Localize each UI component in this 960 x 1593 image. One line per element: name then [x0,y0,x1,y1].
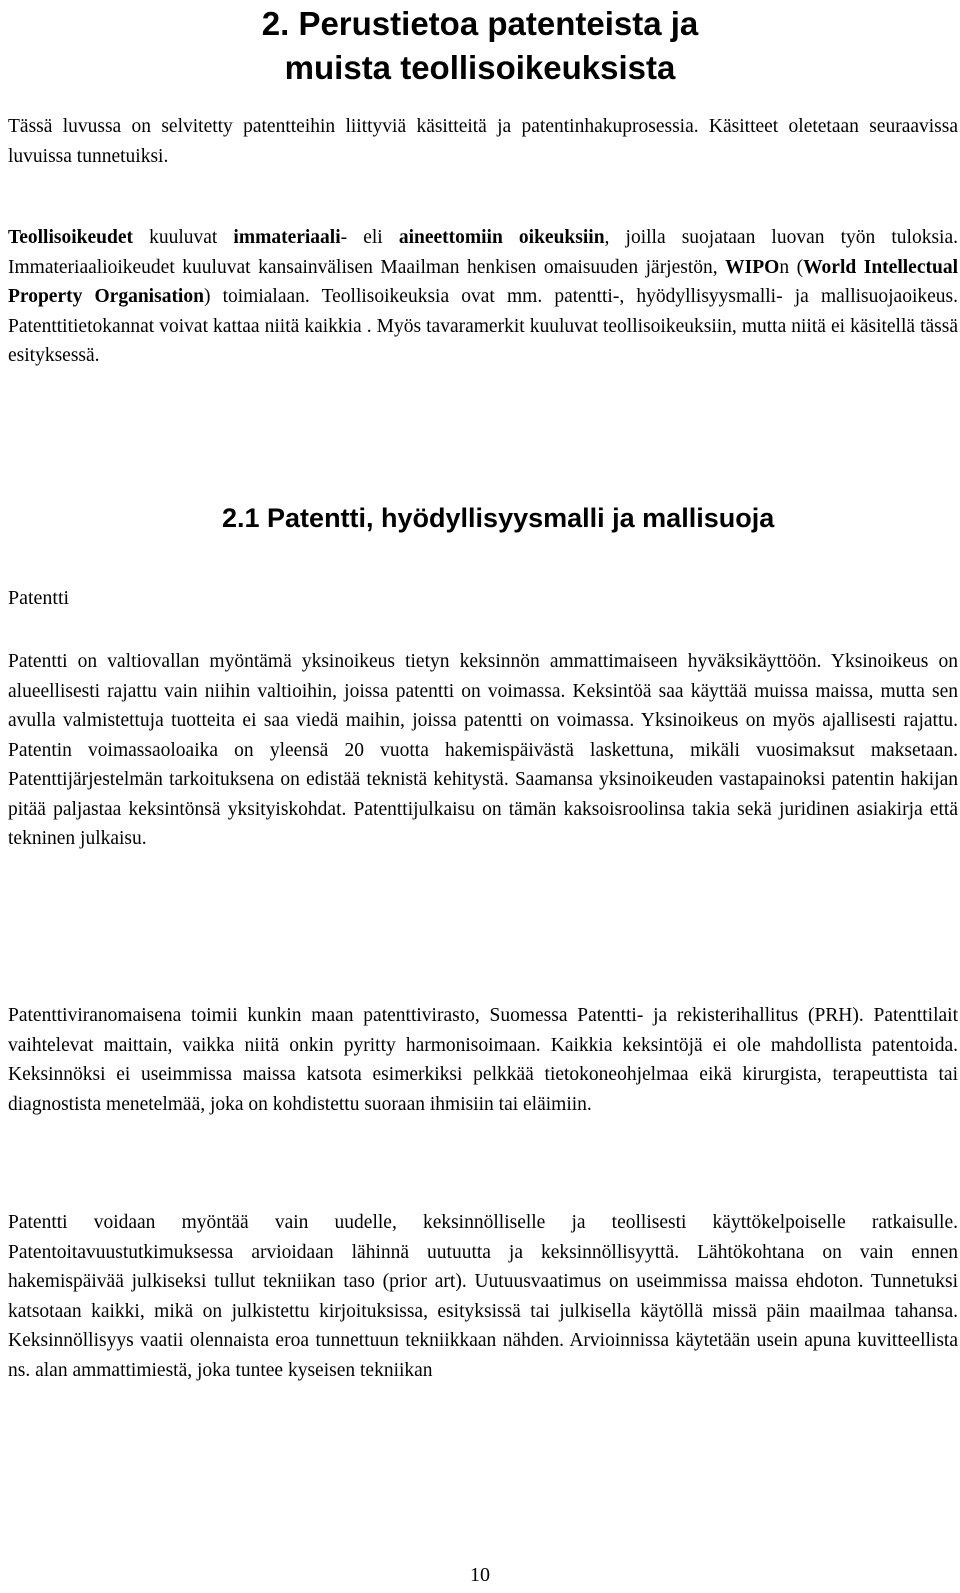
term-world-ip-organisation: World Intellectual Property Organisation [8,256,958,307]
term-wipo: WIPO [725,256,780,278]
chapter-heading [0,2,960,90]
section-heading: 2.1 Patentti, hyödyllisyysmalli ja mallisuoja [222,503,775,533]
term-aineettomiin-oikeuksiin: aineettomiin oikeuksiin [398,227,605,248]
patentti-paragraph: Patentti on valtiovallan myöntämä yksinoikeus tietyn keksinnön ammattimaiseen hyväksikäyttöön. Yksinoikeus on alueellisesti rajattu vain niihin valtioihin, joissa patentti on voimassa. Keksintöä saa käyttää muissa maissa, mutta sen avulla valmistettuja tuotteita ei saa viedä maihin, joissa patentti on voimassa. Yksinoikeus on myös ajallisesti rajattu. Patentin voimassaoloaika on yleensä 20 vuotta hakemispäivästä laskettuna, mikäli vuosimaksut maksetaan. Patenttijärjestelmän tarkoituksena on edistää teknistä kehitystä. Saamansa yksinoikeuden vastapainoksi patentin hakijan pitää paljastaa keksintönsä yksityiskohdat. Patenttijulkaisu on tämän kaksoisroolinsa takia sekä juridinen asiakirja että tekninen julkaisu. [8,651,958,849]
intro-paragraph: Tässä luvussa on selvitetty patentteihin liittyviä käsitteitä ja patentinhakuprosessia. Käsitteet oletetaan seuraavissa luvuissa tunnetuiksi. [8,116,958,167]
teollisoikeudet-paragraph [8,223,958,371]
page-number: 10 [470,1564,490,1586]
term-immateriaali: immateriaali [233,227,341,248]
patenttiviranomainen-paragraph: Patenttiviranomaisena toimii kunkin maan patenttivirasto, Suomessa Patentti- ja rekisterihallitus (PRH). Patenttilait vaihtelevat maittain, vaikka niitä onkin pyritty harmonisoimaan. Kaikkia keksintöjä ei ole mahdollista patentoida. Keksinnöksi ei useimmissa maissa katsota esimerkiksi pelkkää tietokoneohjelmaa eikä kirurgista, terapeuttista tai diagnostista menetelmää, joka on kohdistettu suoraan ihmisiin tai eläimiin. [8,1005,958,1115]
patentoitavuus-paragraph: Patentti voidaan myöntää vain uudelle, keksinnölliselle ja teollisesti käyttökelpoiselle ratkaisulle. Patentoitavuustutkimuksessa arvioidaan lähinnä uutuutta ja keksinnöllisyyttä. Lähtökohtana on vain ennen hakemispäivää julkiseksi tullut tekniikan taso (prior art). Uutuusvaatimus on useimmissa maissa ehdoton. Tunnetuksi katsotaan kaikki, mikä on julkistettu kirjoituksissa, esityksissä tai julkisella käytöllä missä päin maailmaa tahansa. Keksinnöllisyys vaatii olennaista eroa tunnettuun tekniikkaan nähden. Arvioinnissa käytetään usein apuna kuvitteellista ns. alan ammattimiestä, joka tuntee kyseisen tekniikan [8,1212,958,1381]
text-run: , joilla suojataan luovan työn tuloksia. Immateriaalioikeudet kuuluvat kansainvälisen Maailman henkisen omaisuuden järjestön, [8,227,958,278]
text-run: kuuluvat [132,227,234,248]
side-label-patentti: Patentti [8,587,70,609]
text-run: n ( [779,256,804,278]
chapter-heading-line-2: muista teollisoikeuksista [284,49,676,86]
term-teollisoikeudet: Teollisoikeudet [8,227,133,248]
text-run: - eli [340,227,399,248]
text-run: ) toimialaan. Teollisoikeuksia ovat mm. patentti-, hyödyllisyysmalli- ja mallisuojaoikeus. Patenttitietokannat voivat kattaa niitä kaikkia . Myös tavaramerkit kuuluvat teollisoikeuksiin, mutta niitä ei käsitellä tässä esityksessä. [8,286,958,366]
chapter-heading-line-1: 2. Perustietoa patenteista ja [261,5,699,42]
